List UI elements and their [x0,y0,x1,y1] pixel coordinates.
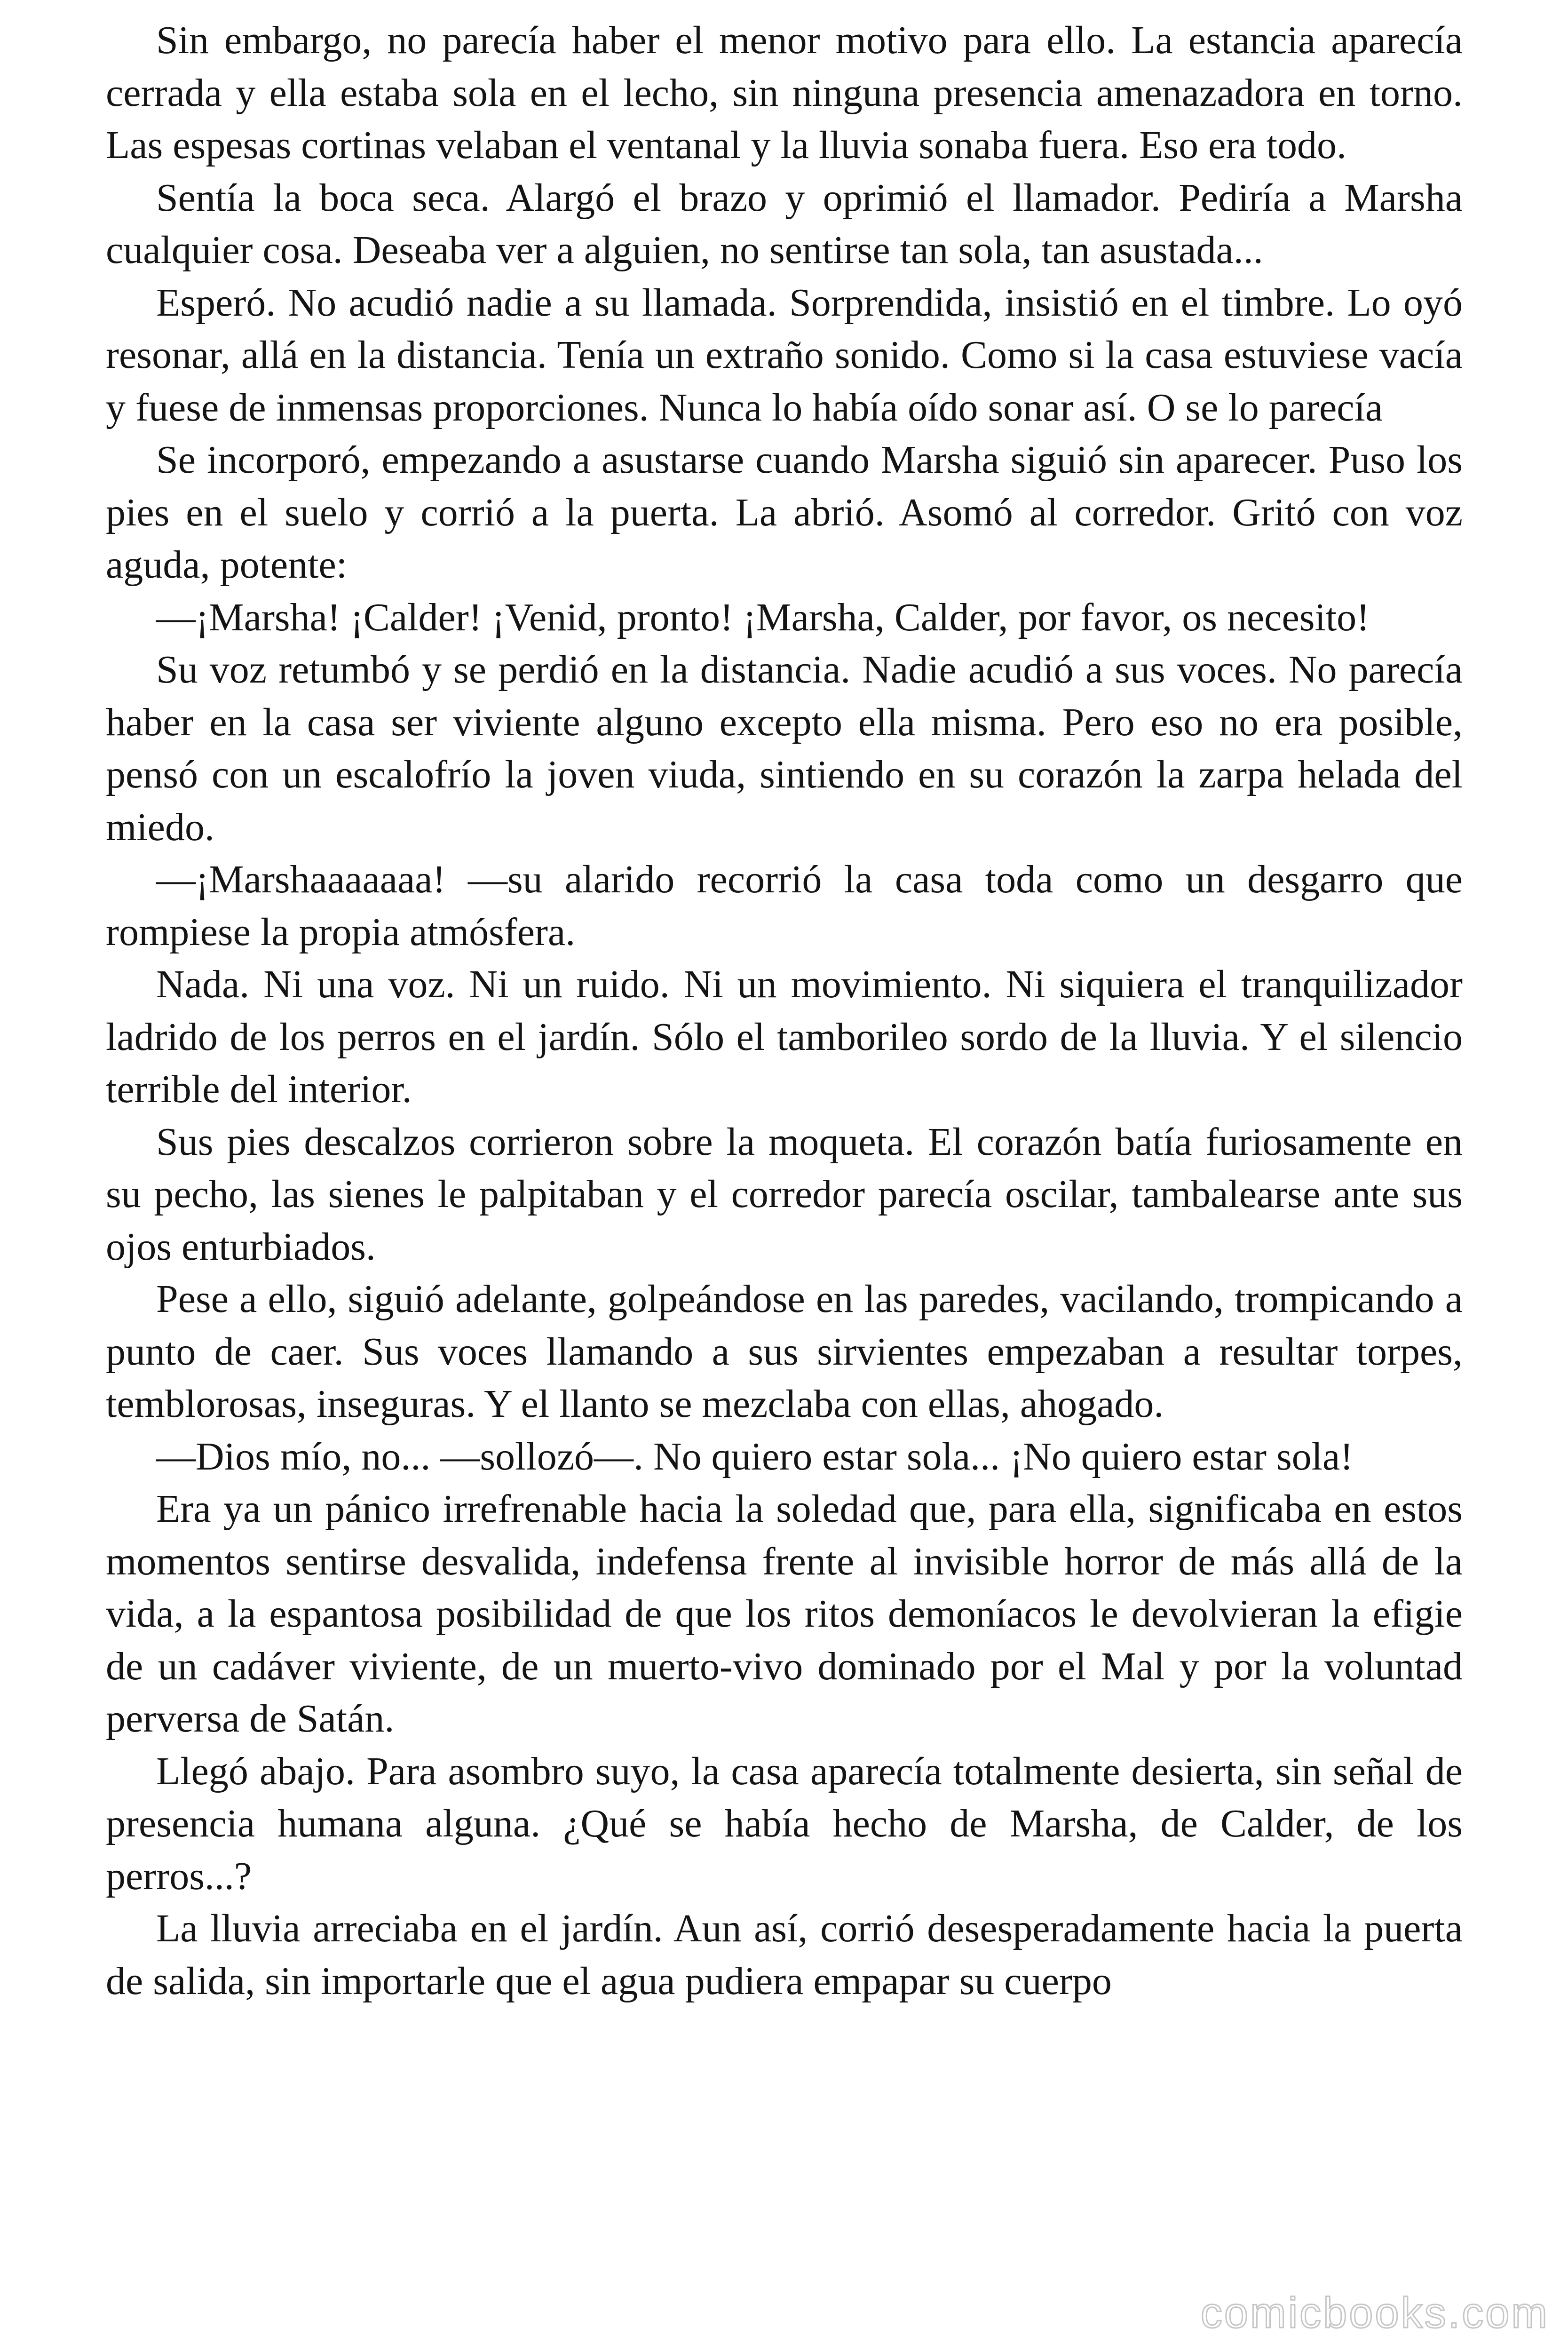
page-text [106,14,1463,2007]
paragraph: —Dios mío, no... —sollozó—. No quiero estar sola... ¡No quiero estar sola! [156,1434,1354,1478]
paragraph: Esperó. No acudió nadie a su llamada. Sorprendida, insistió en el timbre. Lo oyó resonar, allá en la distancia. Tenía un extraño sonido. Como si la casa estuviese vacía y fuese de inmensas proporciones. Nunca lo había oído sonar así. O se lo parecía [106,280,1463,429]
paragraph: Era ya un pánico irrefrenable hacia la soledad que, para ella, significaba en estos momentos sentirse desvalida, indefensa frente al invisible horror de más allá de la vida, a la espantosa posibilidad de que los ritos demoníacos le devolvieran la efigie de un cadáver viviente, de un muerto-vivo dominado por el Mal y por la voluntad perversa de Satán. [106,1487,1463,1740]
watermark: comicbooks.com [1200,2289,1549,2337]
paragraph: Nada. Ni una voz. Ni un ruido. Ni un movimiento. Ni siquiera el tranquilizador ladrido de los perros en el jardín. Sólo el tamborileo sordo de la lluvia. Y el silencio terrible del interior. [106,962,1463,1111]
paragraph: Su voz retumbó y se perdió en la distancia. Nadie acudió a sus voces. No parecía haber en la casa ser viviente alguno excepto ella misma. Pero eso no era posible, pensó con un escalofrío la joven viuda, sintiendo en su corazón la zarpa helada del miedo. [106,648,1463,849]
paragraph: —¡Marshaaaaaaa! —su alarido recorrió la casa toda como un desgarro que rompiese la propia atmósfera. [106,858,1463,954]
paragraph: Sin embargo, no parecía haber el menor motivo para ello. La estancia aparecía cerrada y ella estaba sola en el lecho, sin ninguna presencia amenazadora en torno. Las espesas cortinas velaban el ventanal y la lluvia sonaba fuera. Eso era todo. [106,18,1463,167]
paragraph: Sentía la boca seca. Alargó el brazo y oprimió el llamador. Pediría a Marsha cualquier cosa. Deseaba ver a alguien, no sentirse tan sola, tan asustada... [106,175,1463,272]
paragraph: Pese a ello, siguió adelante, golpeándose en las paredes, vacilando, trompicando a punto de caer. Sus voces llamando a sus sirvientes empezaban a resultar torpes, temblorosas, inseguras. Y el llanto se mezclaba con ellas, ahogado. [106,1277,1463,1426]
paragraph: Sus pies descalzos corrieron sobre la moqueta. El corazón batía furiosamente en su pecho, las sienes le palpitaban y el corredor parecía oscilar, tambalearse ante sus ojos enturbiados. [106,1120,1463,1269]
paragraph: Se incorporó, empezando a asustarse cuando Marsha siguió sin aparecer. Puso los pies en el suelo y corrió a la puerta. La abrió. Asomó al corredor. Gritó con voz aguda, potente: [106,438,1463,587]
paragraph: La lluvia arreciaba en el jardín. Aun así, corrió desesperadamente hacia la puerta de salida, sin importarle que el agua pudiera empapar su cuerpo [106,1907,1463,2003]
paragraph: —¡Marsha! ¡Calder! ¡Venid, pronto! ¡Marsha, Calder, por favor, os necesito! [156,595,1370,639]
paragraph: Llegó abajo. Para asombro suyo, la casa aparecía totalmente desierta, sin señal de presencia humana alguna. ¿Qué se había hecho de Marsha, de Calder, de los perros...? [106,1749,1463,1898]
